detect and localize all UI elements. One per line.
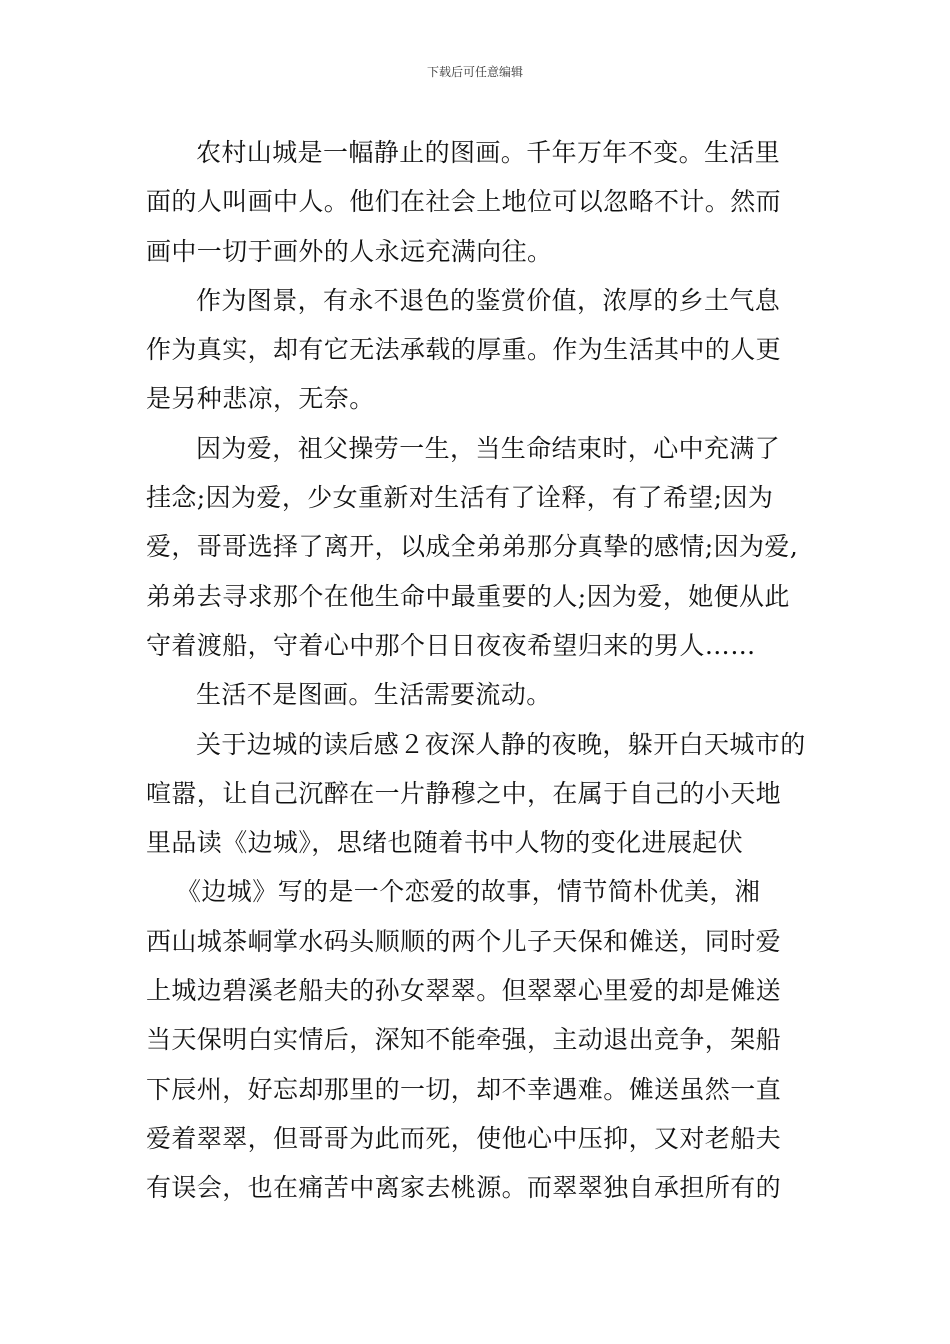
paragraph-line: 爱着翠翠，但哥哥为此而死，使他心中压抑，又对老船夫 <box>146 1123 782 1153</box>
paragraph-line: 作为真实，却有它无法承载的厚重。作为生活其中的人更 <box>146 335 782 365</box>
paragraph-line: 《边城》写的是一个恋爱的故事，情节简朴优美，湘 <box>176 877 761 907</box>
paragraph-line: 因为爱，祖父操劳一生，当生命结束时，心中充满了 <box>196 433 781 463</box>
paragraph-line: 生活不是图画。生活需要流动。 <box>196 680 552 710</box>
paragraph-line: 有误会，也在痛苦中离家去桃源。而翠翠独自承担所有的 <box>146 1173 782 1203</box>
paragraph-line: 关于边城的读后感２夜深人静的夜晚，躲开白天城市的 <box>196 729 806 759</box>
paragraph-line: 当天保明白实情后，深知不能牵强，主动退出竞争，架船 <box>146 1025 782 1055</box>
paragraph-line: 是另种悲凉，无奈。 <box>146 384 375 414</box>
paragraph-line: 挂念;因为爱，少女重新对生活有了诠释，有了希望;因为 <box>146 483 774 513</box>
paragraph-line: 弟弟去寻求那个在他生命中最重要的人;因为爱，她便从此 <box>146 581 790 611</box>
paragraph-line: 爱，哥哥选择了离开，以成全弟弟那分真挚的感情;因为爱, <box>146 532 799 562</box>
paragraph-line: 农村山城是一幅静止的图画。千年万年不变。生活里 <box>196 138 781 167</box>
document-body <box>146 128 810 1213</box>
paragraph-line: 面的人叫画中人。他们在社会上地位可以忽略不计。然而 <box>146 187 782 217</box>
paragraph-line: 上城边碧溪老船夫的孙女翠翠。但翠翠心里爱的却是傩送 <box>146 976 782 1006</box>
paragraph-line: 守着渡船，守着心中那个日日夜夜希望归来的男人…… <box>146 630 756 660</box>
paragraph-line: 西山城茶峒掌水码头顺顺的两个儿子天保和傩送，同时爱 <box>146 926 782 956</box>
paragraph-line: 里品读《边城》，思绪也随着书中人物的变化进展起伏 <box>146 828 744 858</box>
paragraph-line: 下辰州，好忘却那里的一切，却不幸遇难。傩送虽然一直 <box>146 1074 782 1104</box>
page-header: 下载后可任意编辑 <box>426 65 523 79</box>
paragraph-line: 作为图景，有永不退色的鉴赏价值，浓厚的乡土气息 <box>196 285 781 315</box>
paragraph-line: 喧嚣，让自己沉醉在一片静穆之中，在属于自己的小天地 <box>146 778 782 808</box>
paragraph-line: 画中一切于画外的人永远充满向往。 <box>146 236 553 266</box>
